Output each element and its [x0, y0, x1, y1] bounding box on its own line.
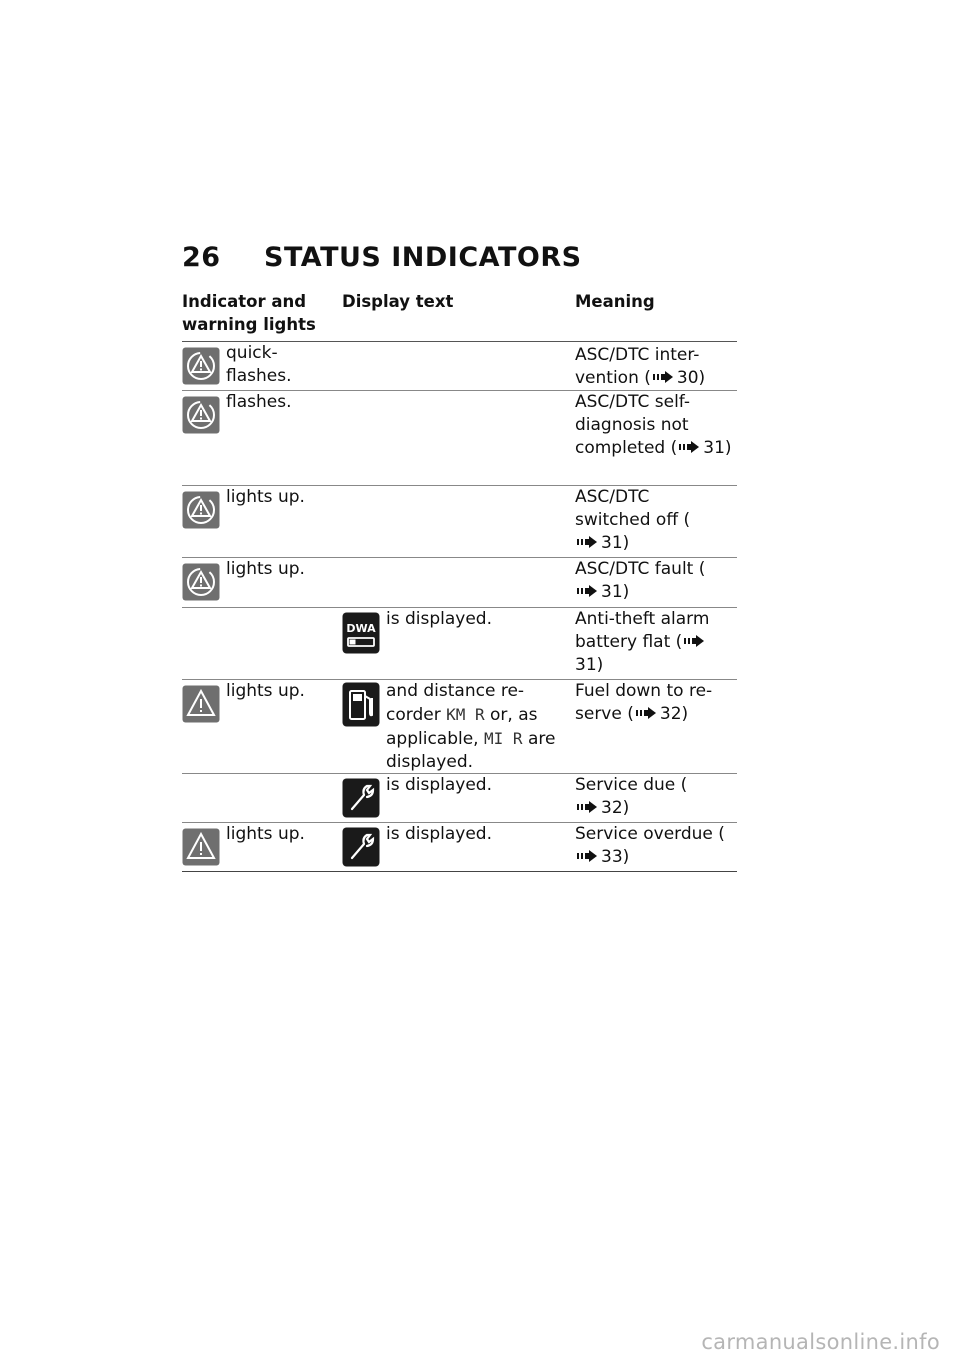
meaning-cell: Service due (32) [575, 775, 688, 818]
table-row [182, 342, 737, 391]
display-text [386, 680, 561, 774]
asc-dtc-warning-icon [182, 347, 220, 385]
meaning-text: ASC/DTC fault [575, 559, 694, 579]
page-reference-arrow-icon [684, 635, 706, 647]
table-row [182, 608, 737, 680]
chapter-title: STATUS INDICATORS [264, 242, 582, 273]
column-header-display-text: Display text [342, 292, 454, 311]
odometer-code-mi: MI R [484, 729, 523, 748]
wrench-icon [342, 827, 380, 867]
indicator-text: flashes. [226, 392, 292, 412]
asc-dtc-warning-icon [182, 563, 220, 601]
wrench-icon [342, 778, 380, 818]
status-indicators-table [182, 290, 737, 872]
asc-dtc-warning-icon [182, 396, 220, 434]
odometer-code-km: KM R [446, 705, 485, 724]
page-reference: 31 [601, 533, 623, 553]
table-row [182, 774, 737, 823]
page-reference: 30 [676, 368, 699, 388]
table-row [182, 558, 737, 608]
column-header-meaning: Meaning [575, 292, 655, 311]
meaning-cell: Anti-theft alarm battery flat (31) [575, 609, 710, 675]
meaning-text: ASC/DTC self-diagnosis not completed [575, 392, 690, 458]
meaning-text: Anti-theft alarm battery flat [575, 609, 710, 652]
indicator-text: quick-flashes. [226, 343, 292, 386]
page-reference-arrow-icon [653, 371, 675, 383]
indicator-text: lights up. [226, 559, 305, 579]
meaning-text: ASC/DTC switched off [575, 487, 679, 530]
page-reference-arrow-icon [636, 707, 658, 719]
page-reference-arrow-icon [679, 441, 701, 453]
display-text: is displayed. [386, 609, 493, 629]
display-text-part: are displayed. [386, 729, 556, 772]
meaning-text: Fuel down to re-serve [575, 681, 713, 724]
meaning-cell: Service overdue (33) [575, 824, 725, 867]
page-reference: 33 [601, 847, 623, 867]
table-row [182, 680, 737, 774]
column-header-indicator: Indicator and warning lights [182, 292, 316, 334]
general-warning-icon [182, 685, 220, 723]
page-reference: 31 [575, 655, 597, 675]
page-reference-arrow-icon [577, 536, 599, 548]
table-row [182, 391, 737, 486]
meaning-cell: ASC/DTC inter-vention ( 30) [575, 345, 706, 388]
fuel-pump-icon [342, 682, 380, 727]
display-text: is displayed. [386, 824, 493, 844]
page-reference: 31 [703, 438, 725, 458]
watermark: carmanualsonline.info [701, 1330, 940, 1354]
page-reference: 32 [601, 798, 623, 818]
meaning-cell: ASC/DTC self-diagnosis not completed ( 31) [575, 392, 732, 458]
page-reference: 32 [659, 704, 682, 724]
indicator-text: lights up. [226, 681, 305, 701]
indicator-text: lights up. [226, 824, 305, 844]
general-warning-icon [182, 828, 220, 866]
meaning-cell: Fuel down to re-serve ( 32) [575, 681, 713, 724]
meaning-text: Service due [575, 775, 676, 795]
display-text-part: or, as applicable, [386, 705, 538, 749]
page-reference-arrow-icon [577, 585, 599, 597]
display-text-part: and distance re-corder [386, 681, 525, 725]
table-row [182, 486, 737, 558]
meaning-text: Service overdue [575, 824, 713, 844]
asc-dtc-warning-icon [182, 491, 220, 529]
table-header-row [182, 290, 737, 342]
meaning-text: ASC/DTC inter-vention [575, 345, 700, 388]
table-row [182, 823, 737, 872]
dwa-battery-icon [342, 612, 380, 654]
page-reference-arrow-icon [577, 801, 599, 813]
meaning-cell: ASC/DTC switched off (31) [575, 487, 691, 553]
page-reference: 31 [601, 582, 623, 602]
meaning-cell: ASC/DTC fault (31) [575, 559, 706, 602]
page-reference-arrow-icon [577, 850, 599, 862]
display-text: is displayed. [386, 775, 493, 795]
page-number: 26 [182, 242, 221, 273]
svg-text:DWA: DWA [346, 622, 376, 635]
indicator-text: lights up. [226, 487, 305, 507]
